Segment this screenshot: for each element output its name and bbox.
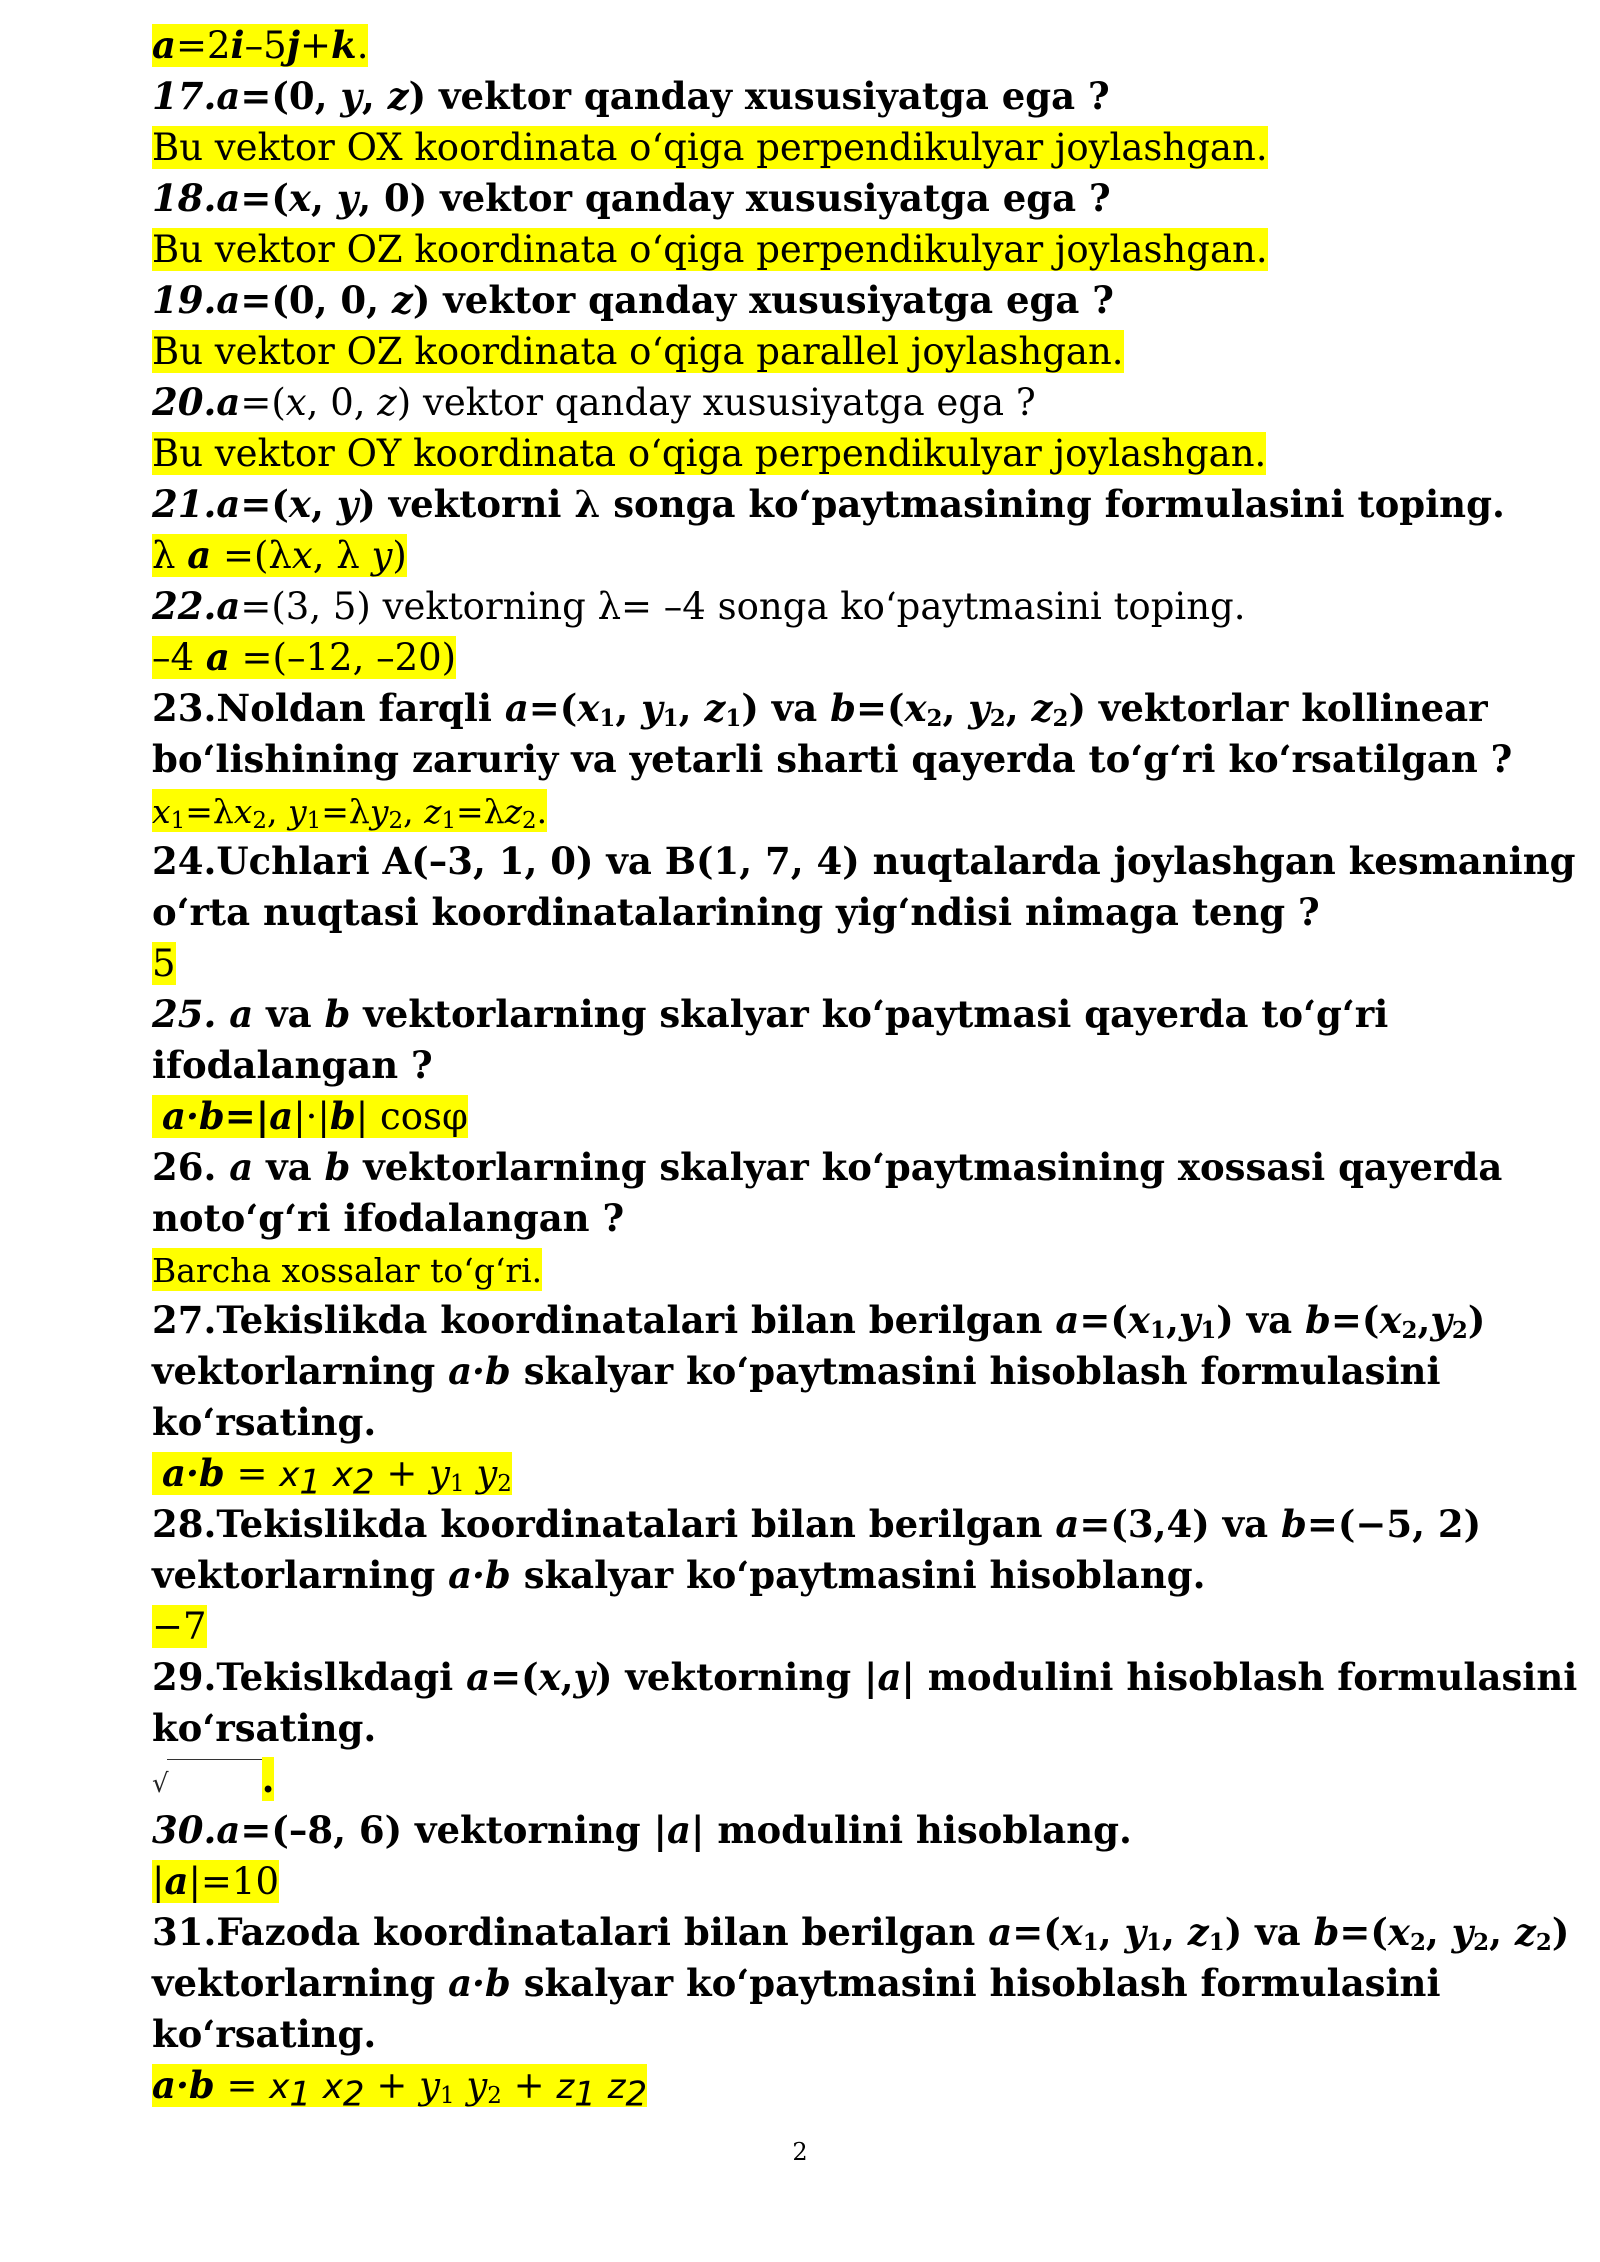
highlighted-answer: −7	[152, 1605, 207, 1648]
line-text: 26. a va b vektorlarning skalyar koʻpaytmasining xossasi qayerda	[152, 1145, 1503, 1189]
answer-line	[152, 428, 1462, 479]
line-text: 18.a=(x, y, 0) vektor qanday xususiyatga ega ?	[152, 176, 1111, 220]
line-text: boʻlishining zaruriy va yetarli sharti qayerda toʻgʻri koʻrsatilgan ?	[152, 737, 1513, 781]
highlighted-answer: a·b=|a|·|b| cosφ	[152, 1095, 468, 1138]
sqrt-formula-line	[152, 1754, 1462, 1805]
line-text: 21.a=(x, y) vektorni λ songa koʻpaytmasining formulasini toping.	[152, 482, 1505, 526]
question-line	[152, 1907, 1570, 1958]
highlighted-answer: –4 a =(–12, –20)	[152, 635, 457, 679]
sqrt-period: .	[261, 1757, 275, 1801]
question-line	[152, 683, 1488, 734]
highlighted-answer: a·b = x1 $x2 + y_1$ $y_2$	[152, 1452, 512, 1495]
answer-line	[152, 785, 1462, 836]
question-line	[152, 1550, 1462, 1601]
line-text: vektorlarning a·b skalyar koʻpaytmasini hisoblang.	[152, 1553, 1206, 1597]
question-line	[152, 275, 1462, 326]
question-line	[152, 1499, 1482, 1550]
sqrt-icon: √	[152, 1769, 169, 1799]
question-line	[152, 836, 1576, 887]
highlighted-answer: λ a =(λx, λ y)	[152, 533, 407, 577]
question-line	[152, 479, 1505, 530]
line-text: 20.a=(x, 0, z) vektor qanday xususiyatga ega ?	[152, 380, 1036, 424]
question-line	[152, 173, 1462, 224]
answer-line	[152, 1601, 1462, 1652]
line-text: notoʻgʻri ifodalangan ?	[152, 1196, 625, 1240]
highlighted-answer: Barcha xossalar toʻgʻri.	[152, 1248, 542, 1291]
answer-line	[152, 122, 1462, 173]
line-text: 31.Fazoda koordinatalari bilan berilgan $a=(x_1$, $y_1$, $z_1$) va $b=(x_2$, $y_2$, $z_2$)	[152, 1910, 1570, 1957]
highlighted-answer: Bu vektor OY koordinata oʻqiga perpendikulyar joylashgan.	[152, 432, 1267, 475]
line-text: 19.a=(0, 0, z) vektor qanday xususiyatga ega ?	[152, 278, 1114, 322]
question-line	[152, 1295, 1486, 1346]
question-line	[152, 1040, 1462, 1091]
sqrt-vinculum	[167, 1759, 262, 1784]
question-line	[152, 1703, 1462, 1754]
highlighted-answer: Bu vektor OX koordinata oʻqiga perpendikulyar joylashgan.	[152, 126, 1268, 169]
answer-line	[152, 938, 1462, 989]
answer-line	[152, 1448, 1462, 1503]
answer-line	[152, 2060, 1462, 2115]
question-line	[152, 377, 1462, 428]
question-line	[152, 887, 1462, 938]
line-text: 25. a va b vektorlarning skalyar koʻpaytmasi qayerda toʻgʻri	[152, 992, 1389, 1036]
answer-line	[152, 1856, 1462, 1907]
highlighted-answer: a=2i–5j+k.	[152, 23, 369, 67]
line-text: 17.a=(0, y, z) vektor qanday xususiyatga ega ?	[152, 74, 1110, 118]
question-line	[152, 989, 1462, 1040]
answer-line	[152, 530, 1462, 581]
highlighted-answer: 5	[152, 942, 176, 985]
line-text: 28.Tekislikda koordinatalari bilan berilgan a=(3,4) va b=(−5, 2)	[152, 1502, 1482, 1546]
question-line	[152, 1346, 1462, 1397]
highlighted-answer: a·b = x1 $x2 + y_1$ $y_2 + z1$ z2	[152, 2063, 648, 2115]
question-line	[152, 1958, 1462, 2009]
question-line	[152, 71, 1462, 122]
highlighted-answer: Bu vektor OZ koordinata oʻqiga parallel joylashgan.	[152, 330, 1124, 373]
line-text: 23.Noldan farqli $a=(x_1$, $y_1$, $z_1$) va $b=(x_2$, $y_2$, $z_2$) vektorlar kollinear	[152, 686, 1488, 733]
line-text: oʻrta nuqtasi koordinatalarining yigʻndisi nimaga teng ?	[152, 890, 1320, 934]
line-text: koʻrsating.	[152, 2012, 377, 2056]
highlighted-answer: $x_1=\lambda x_2$, $y_1=\lambda y_2$, $z_1=\lambda z_2$.	[152, 789, 547, 832]
line-text: 29.Tekislkdagi a=(x,y) vektorning |a| modulini hisoblash formulasini	[152, 1655, 1578, 1699]
question-line	[152, 581, 1462, 632]
line-text: vektorlarning a·b skalyar koʻpaytmasini hisoblash formulasini	[152, 1349, 1441, 1393]
line-text: 22.a=(3, 5) vektorning λ= –4 songa koʻpaytmasini toping.	[152, 584, 1246, 628]
line-text: 27.Tekislikda koordinatalari bilan berilgan $a=(x_1,y_1)$ va $b=(x_2,y_2)$	[152, 1298, 1486, 1345]
answer-line	[152, 1091, 1462, 1142]
answer-line	[152, 20, 1462, 71]
document-body	[152, 20, 1578, 2115]
highlighted-answer: Bu vektor OZ koordinata oʻqiga perpendikulyar joylashgan.	[152, 228, 1268, 271]
answer-line	[152, 326, 1462, 377]
line-text: koʻrsating.	[152, 1706, 377, 1750]
line-text: 30.a=(–8, 6) vektorning |a| modulini hisoblang.	[152, 1808, 1132, 1852]
answer-line	[152, 1244, 1462, 1295]
line-text: koʻrsating.	[152, 1400, 377, 1444]
question-line	[152, 734, 1513, 785]
answer-line	[152, 224, 1462, 275]
question-line	[152, 1193, 1462, 1244]
question-line	[152, 1142, 1503, 1193]
question-line	[152, 1805, 1462, 1856]
line-text: ifodalangan ?	[152, 1043, 433, 1087]
answer-line	[152, 632, 1462, 683]
line-text: 24.Uchlari A(–3, 1, 0) va B(1, 7, 4) nuqtalarda joylashgan kesmaning	[152, 839, 1576, 883]
page-number: 2	[792, 2138, 808, 2166]
line-text: vektorlarning a·b skalyar koʻpaytmasini hisoblash formulasini	[152, 1961, 1441, 2005]
question-line	[152, 1652, 1578, 1703]
question-line	[152, 2009, 1462, 2060]
highlighted-answer: |a|=10	[152, 1859, 280, 1903]
question-line	[152, 1397, 1462, 1448]
